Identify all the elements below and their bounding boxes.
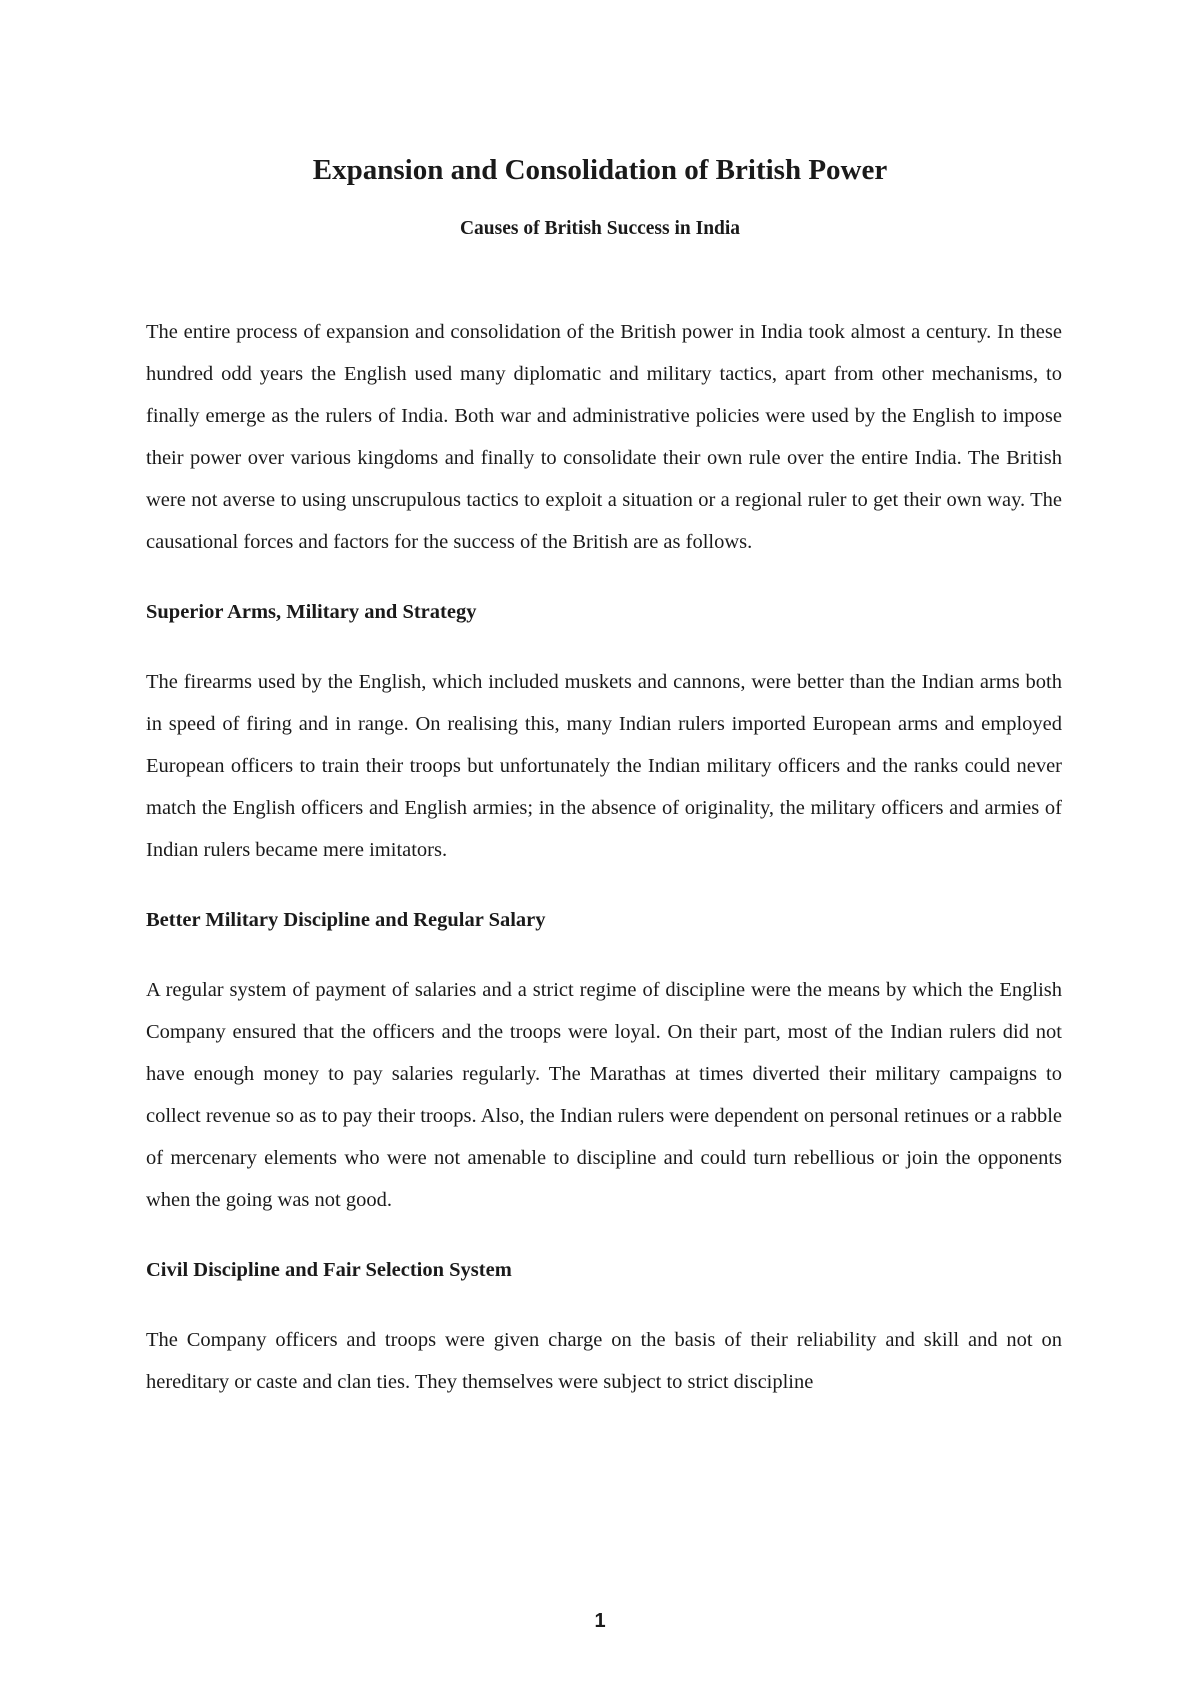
- document-subtitle: Causes of British Success in India: [459, 218, 741, 239]
- document-body: [146, 311, 1062, 1403]
- section-body-superior-arms: The firearms used by the English, which included muskets and cannons, were better than the Indian arms both in speed of firing and in range. On realising this, many Indian rulers imported European arms and employed European officers to train their troops but unfortunately the Indian military officers and the ranks could never match the English officers and English armies; in the absence of originality, the military officers and armies of Indian rulers became mere imitators.: [146, 671, 1062, 861]
- section-body-civil-discipline: The Company officers and troops were given charge on the basis of their reliability and skill and not on hereditary or caste and clan ties. They themselves were subject to strict discipline: [146, 1329, 1062, 1393]
- section-heading-superior-arms: Superior Arms, Military and Strategy: [146, 601, 477, 623]
- section-heading-military-discipline: Better Military Discipline and Regular Salary: [146, 909, 546, 931]
- section-heading-civil-discipline: Civil Discipline and Fair Selection System: [146, 1259, 512, 1281]
- document-title: Expansion and Consolidation of British Power: [312, 154, 888, 186]
- section-body-military-discipline: A regular system of payment of salaries and a strict regime of discipline were the means by which the English Company ensured that the officers and the troops were loyal. On their part, most of the Indian rulers did not have enough money to pay salaries regularly. The Marathas at times diverted their military campaigns to collect revenue so as to pay their troops. Also, the Indian rulers were dependent on personal retinues or a rabble of mercenary elements who were not amenable to discipline and could turn rebellious or join the opponents when the going was not good.: [146, 979, 1062, 1211]
- intro-paragraph: The entire process of expansion and consolidation of the British power in India took almost a century. In these hundred odd years the English used many diplomatic and military tactics, apart from other mechanisms, to finally emerge as the rulers of India. Both war and administrative policies were used by the English to impose their power over various kingdoms and finally to consolidate their own rule over the entire India. The British were not averse to using unscrupulous tactics to exploit a situation or a regional ruler to get their own way. The causational forces and factors for the success of the British are as follows.: [146, 321, 1062, 553]
- page-number: 1: [594, 1610, 606, 1632]
